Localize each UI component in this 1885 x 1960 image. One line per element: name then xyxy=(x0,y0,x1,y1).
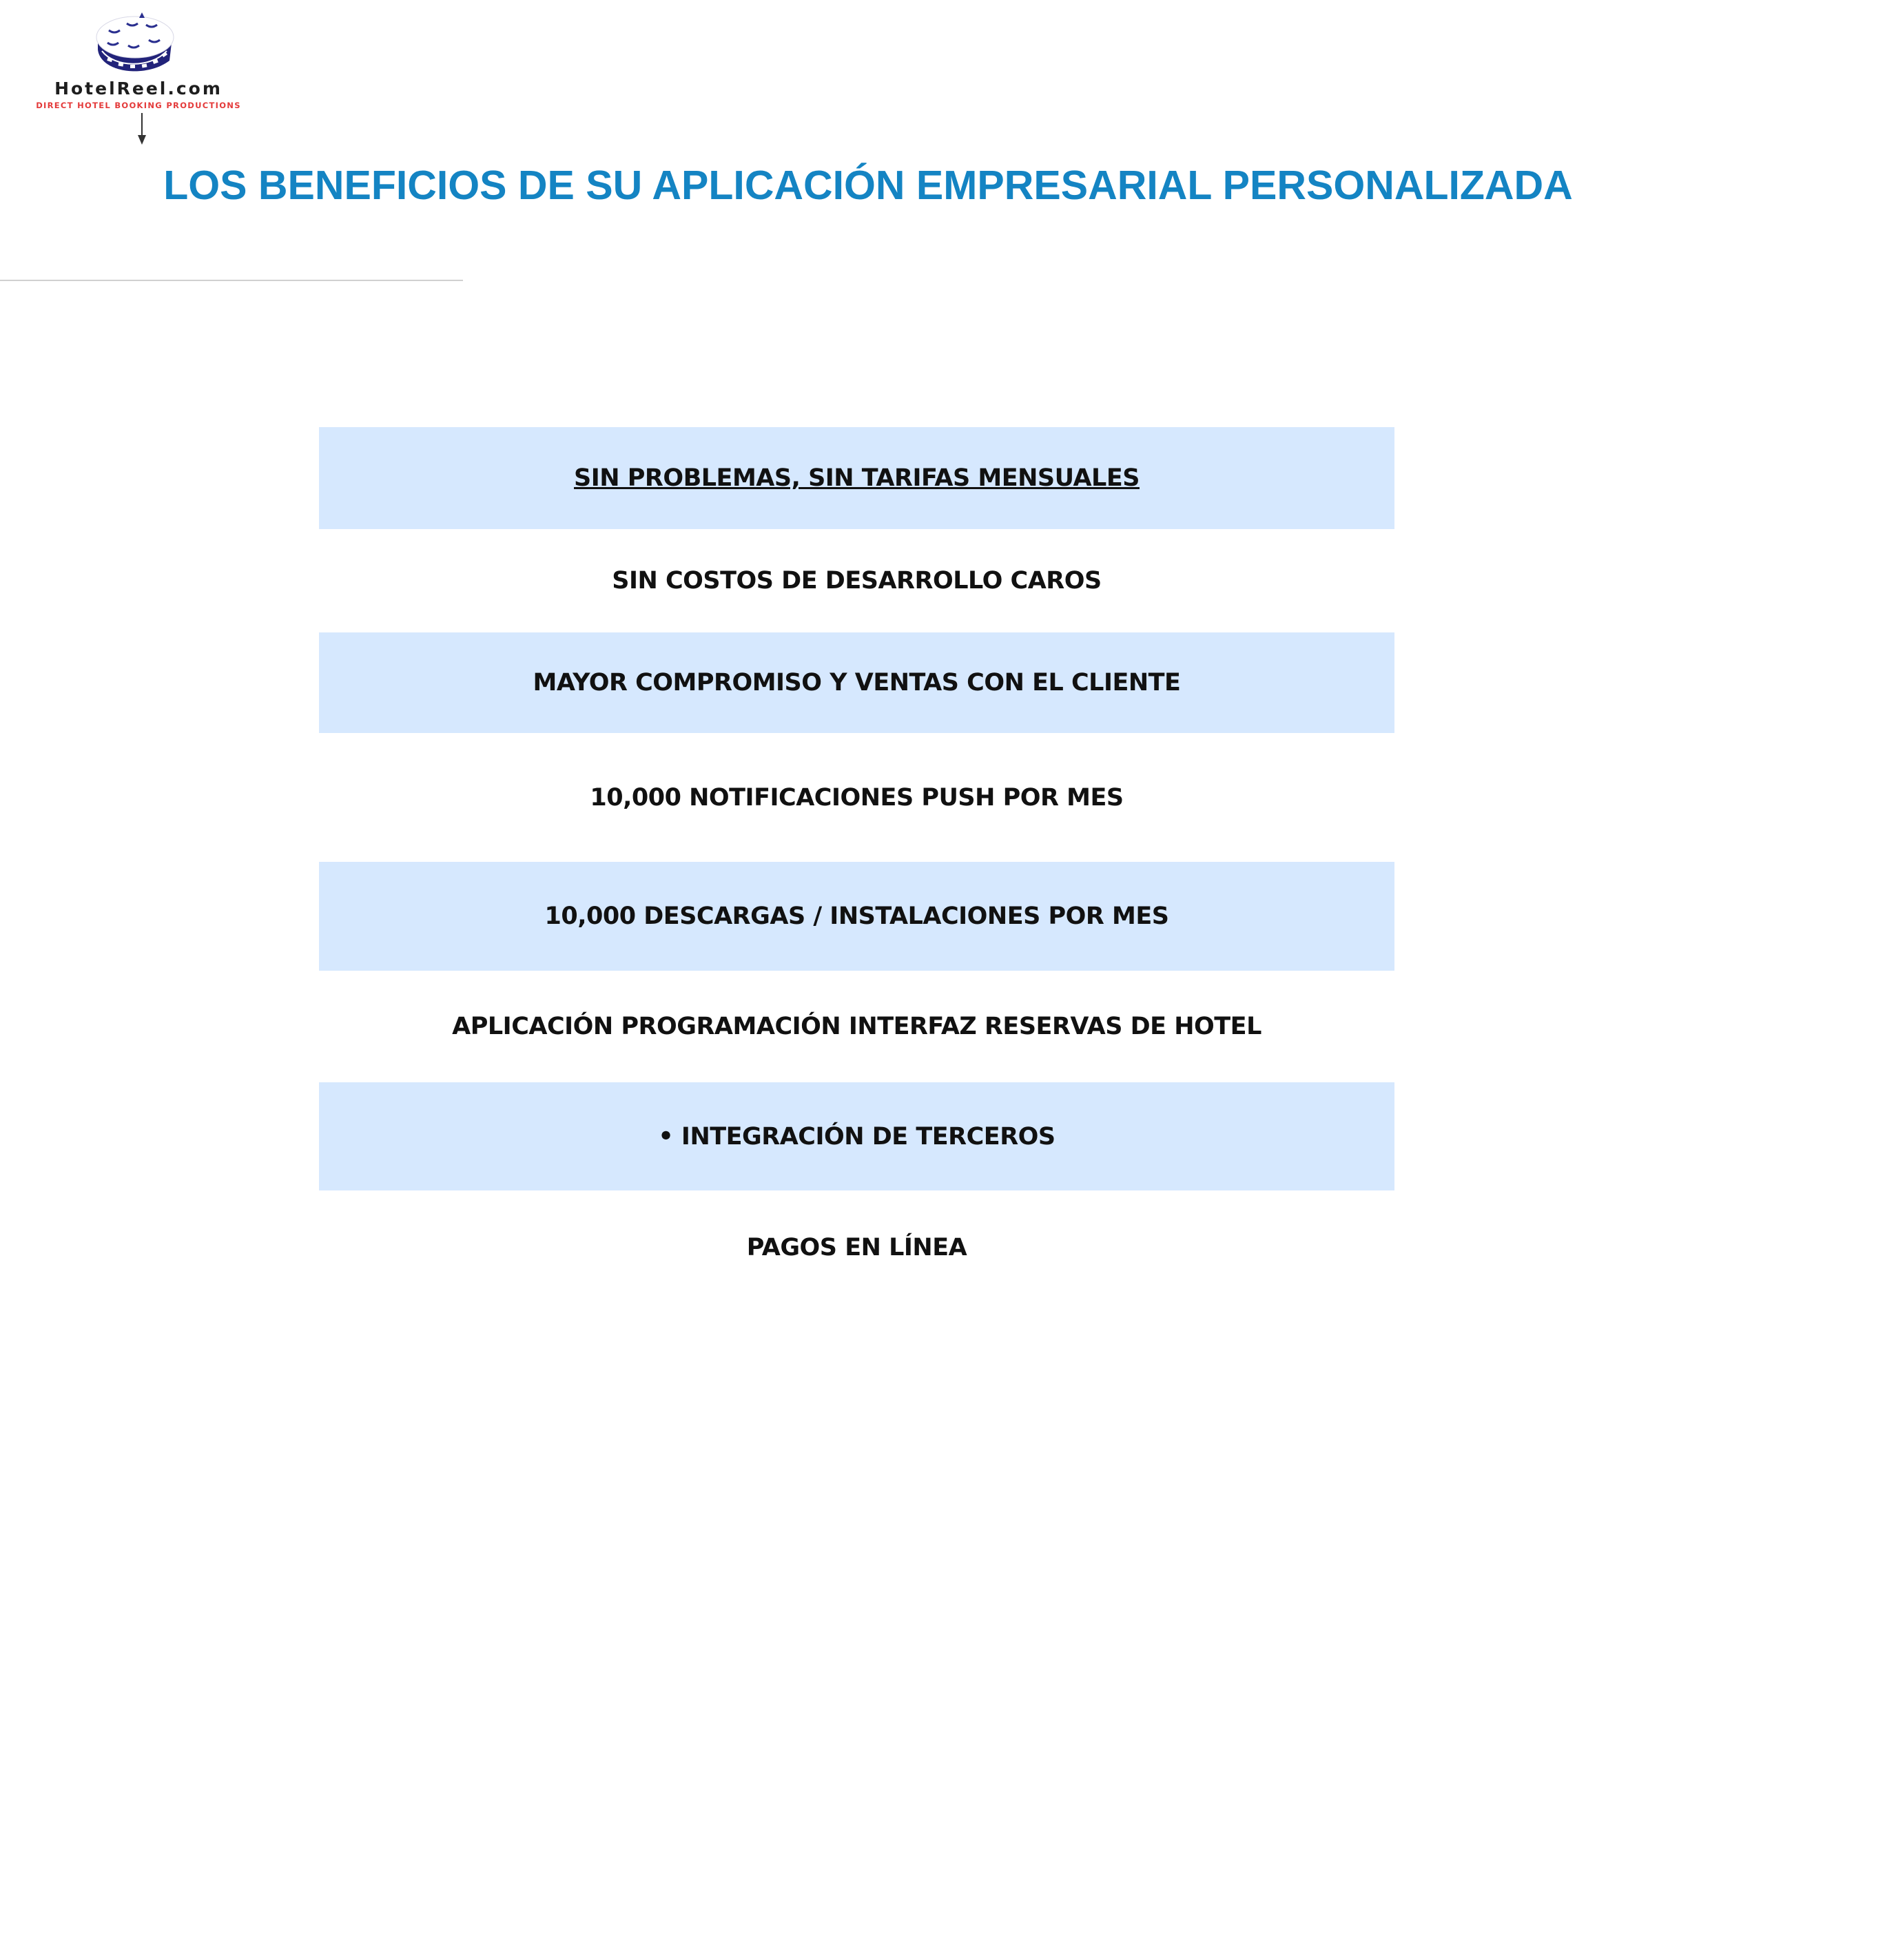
benefit-label: 10,000 DESCARGAS / INSTALACIONES POR MES xyxy=(544,902,1169,930)
benefit-link[interactable]: SIN PROBLEMAS, SIN TARIFAS MENSUALES xyxy=(574,464,1140,492)
benefit-label: • INTEGRACIÓN DE TERCEROS xyxy=(658,1122,1055,1151)
benefit-row xyxy=(319,1190,1394,1304)
divider xyxy=(0,280,463,281)
page-title: LOS BENEFICIOS DE SU APLICACIÓN EMPRESARIAL PERSONALIZADA xyxy=(163,163,1573,208)
benefit-row xyxy=(319,427,1394,529)
benefit-label: PAGOS EN LÍNEA xyxy=(746,1233,967,1261)
film-reel-icon xyxy=(25,10,259,85)
arrow-down-icon xyxy=(136,113,147,146)
logo-tagline: DIRECT HOTEL BOOKING PRODUCTIONS xyxy=(36,101,241,110)
benefit-row xyxy=(319,862,1394,971)
benefit-label: 10,000 NOTIFICACIONES PUSH POR MES xyxy=(590,783,1124,812)
benefit-row xyxy=(319,733,1394,862)
benefit-row xyxy=(319,1082,1394,1190)
benefit-row xyxy=(319,529,1394,632)
benefit-label: MAYOR COMPROMISO Y VENTAS CON EL CLIENTE xyxy=(533,669,1181,697)
benefit-row xyxy=(319,632,1394,733)
benefits-list xyxy=(319,427,1394,1304)
logo-wordmark: HotelReel.com xyxy=(54,79,223,99)
logo[interactable] xyxy=(25,10,259,141)
benefit-label: APLICACIÓN PROGRAMACIÓN INTERFAZ RESERVAS DE HOTEL xyxy=(452,1013,1261,1040)
benefit-label: SIN COSTOS DE DESARROLLO CAROS xyxy=(612,567,1102,595)
benefit-row xyxy=(319,971,1394,1082)
